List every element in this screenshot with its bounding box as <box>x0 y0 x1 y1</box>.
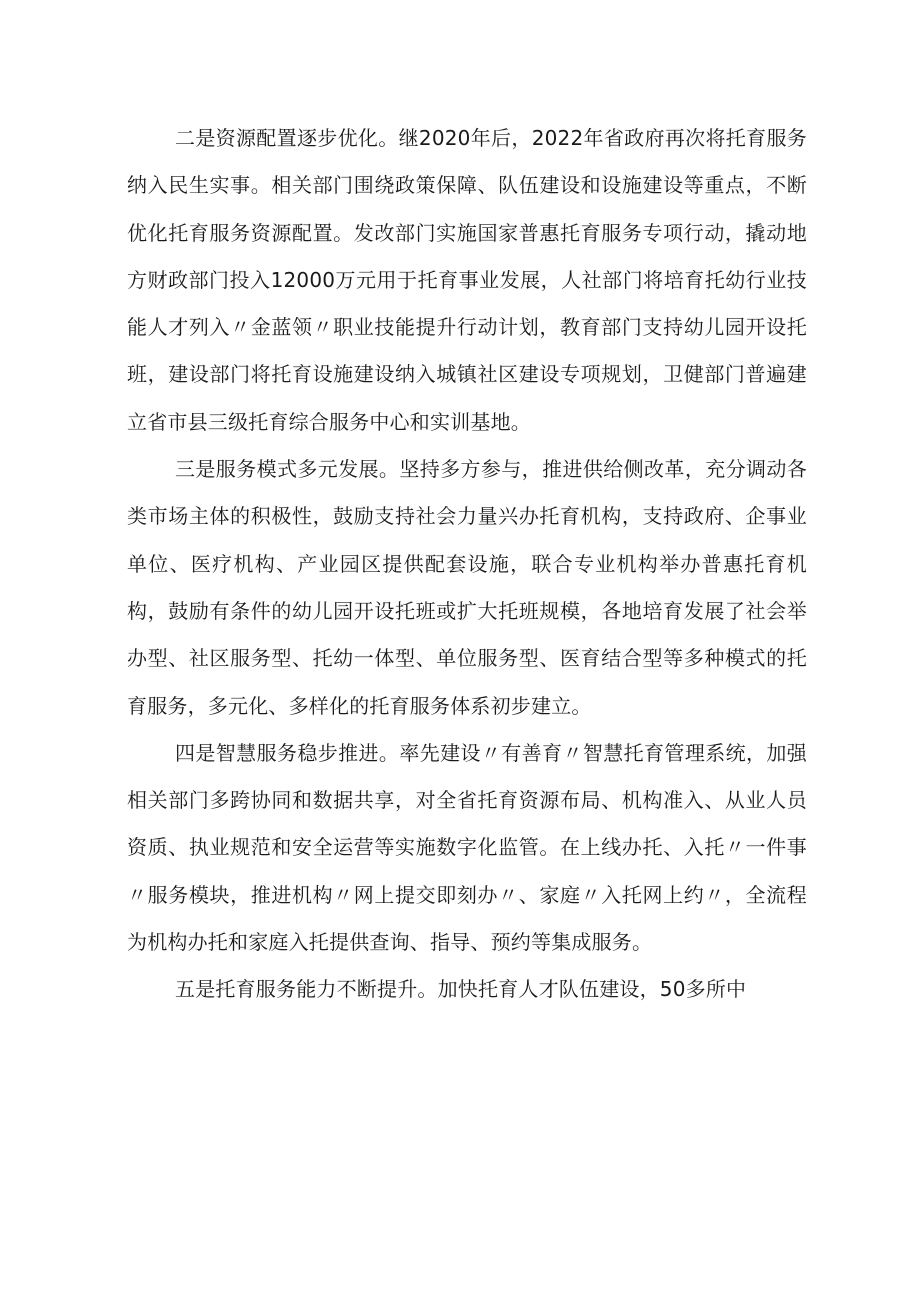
document-body <box>127 115 807 1014</box>
paragraph-service-models: 三是服务模式多元发展。坚持多方参与，推进供给侧改革，充分调动各类市场主体的积极性，鼓励支持社会力量兴办托育机构，支持政府、企事业单位、医疗机构、产业园区提供配套设施，联合专业机构举办普惠托育机构，鼓励有条件的幼儿园开设托班或扩大托班规模，各地培育发展了社会举办型、社区服务型、托幼一体型、单位服务型、医育结合型等多种模式的托育服务，多元化、多样化的托育服务体系初步建立。 <box>127 457 807 718</box>
paragraph-smart-services: 四是智慧服务稳步推进。率先建设〃有善育〃智慧托育管理系统，加强相关部门多跨协同和数据共享，对全省托育资源布局、机构准入、从业人员资质、执业规范和安全运营等实施数字化监管。在上线办托、入托〃一件事〃服务模块，推进机构〃网上提交即刻办〃、家庭〃入托网上约〃，全流程为机构办托和家庭入托提供查询、指导、预约等集成服务。 <box>127 740 807 955</box>
paragraph-resource-allocation: 二是资源配置逐步优化。继2020年后，2022年省政府再次将托育服务纳入民生实事。相关部门围绕政策保障、队伍建设和设施建设等重点，不断优化托育服务资源配置。发改部门实施国家普惠托育服务专项行动，撬动地方财政部门投入12000万元用于托育事业发展，人社部门将培育托幼行业技能人才列入〃金蓝领〃职业技能提升行动计划，教育部门支持幼儿园开设托班，建设部门将托育设施建设纳入城镇社区建设专项规划，卫健部门普遍建立省市县三级托育综合服务中心和实训基地。 <box>127 126 807 434</box>
paragraph-service-capacity: 五是托育服务能力不断提升。加快托育人才队伍建设，50多所中 <box>175 977 747 1002</box>
